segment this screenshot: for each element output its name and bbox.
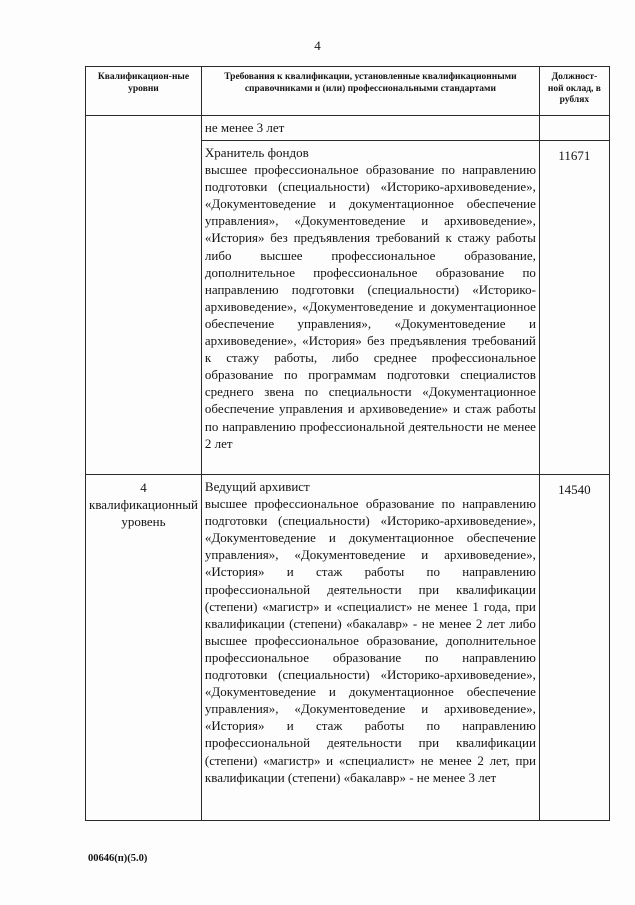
- level-cell: [86, 116, 202, 141]
- position-title: Ведущий архивист: [204, 479, 310, 494]
- header-salary: Должност-ной оклад, в рублях: [539, 67, 609, 116]
- salary-cell: [539, 116, 609, 141]
- level-text: 4 квалификационный уровень: [89, 480, 198, 529]
- table-row: [86, 116, 610, 141]
- salary-text: 14540: [558, 482, 591, 497]
- qualification-table: [85, 66, 610, 821]
- requirements-cell: [201, 141, 539, 475]
- requirements-text: не менее 3 лет: [204, 120, 285, 135]
- table-row: [86, 475, 610, 821]
- level-cell: [86, 475, 202, 821]
- level-cell: [86, 141, 202, 475]
- document-code: 00646(п)(5.0): [88, 853, 148, 864]
- salary-cell: [539, 475, 609, 821]
- page-number: 4: [314, 38, 321, 53]
- header-qualification-levels: Квалификацион-ные уровни: [86, 67, 202, 116]
- requirements-text: высшее профессиональное образование по направлению подготовки (специальности) «Историко-архивоведение», «Документоведение и документационное обеспечение управления», «Документоведение и архивоведение», «История» и стаж работы по направлению профессиональной деятельности при квалификации (степени) «магистр» и «специалист» не менее 1 года, при квалификации (степени) «бакалавр» - не менее 2 лет либо высшее профессиональное образование, дополнительное профессиональное образование по направлению подготовки (специальности) «Историко-архивоведение», «Документоведение и документационное обеспечение управления», «Документоведение и архивоведение», «История» и стаж работы по направлению профессиональной деятельности при квалификации (степени) «магистр» и «специалист» не менее 2 лет, при квалификации (степени) «бакалавр» - не менее 3 лет: [204, 496, 536, 785]
- level-text: [86, 141, 201, 145]
- requirements-text: высшее профессиональное образование по направлению подготовки (специальности) «Историко-архивоведение», «Документоведение и документационное обеспечение управления», «Документоведение и архивоведение», «История» без предъявления требований к стажу работы либо высшее профессиональное образование, дополнительное профессиональное образование по направлению подготовки (специальности) «Историко-архивоведение», «Документоведение и документационное обеспечение управления», «Документоведение и архивоведение», «История» без предъявления требований к стажу работы, либо среднее профессиональное образование по программам подготовки специалистов среднего звена по специальности «Документационное обеспечение управления и архивоведение» и стаж работы по направлению профессиональной деятельности не менее 2 лет: [204, 162, 536, 451]
- salary-text: 11671: [558, 148, 591, 163]
- level-text: [86, 116, 201, 120]
- requirements-cell: [201, 475, 539, 821]
- table-header-row: [86, 67, 610, 116]
- salary-text: [540, 116, 609, 122]
- position-title: Хранитель фондов: [204, 145, 309, 160]
- requirements-cell: [201, 116, 539, 141]
- table-row: [86, 141, 610, 475]
- salary-cell: [539, 141, 609, 475]
- header-requirements: Требования к квалификации, установленные квалификационными справочниками и (или) профессиональными стандартами: [201, 67, 539, 116]
